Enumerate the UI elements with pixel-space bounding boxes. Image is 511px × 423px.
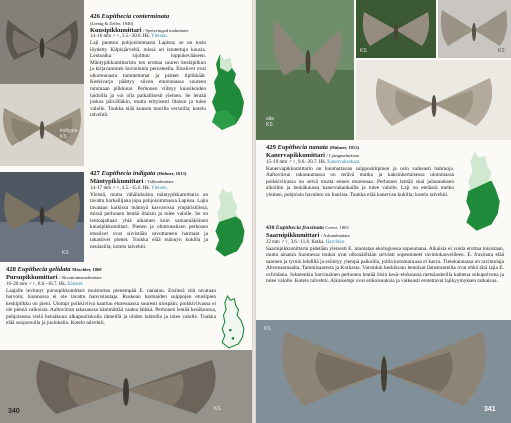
species-heading: 428 Eupithecia gelidata Möschler, 1860 [6,266,102,273]
left-page [0,0,252,423]
photo-label-right-a: alta KS [266,116,275,128]
moth-photo-nanata-d [356,60,511,140]
moth-photo-fraxinata [256,320,511,423]
species-measure: 15–19 mm ♂♀, 9.6.–20.7. Hk. Kanervakankaat. [266,159,361,165]
moth-photo-nanata-c [438,0,511,58]
photo-label-right-bottom: KS [264,326,271,332]
moth-photo-conterminata [0,0,84,84]
species-heading: 427 Eupithecia indigata (Hübner, 1813) [90,170,187,177]
distribution-map-428 [218,294,248,350]
moth-photo-nanata-b [356,0,436,58]
page-number-left: 340 [8,408,20,415]
species-finnish-name: Kanervapikkumittari / Ljungmalmätare [266,152,360,159]
species-measure: 16–20 mm ♂♀, 8.6.–16.7. Hk. Rämeet. [6,281,84,287]
species-heading: 430 Eupithecia fraxinata Crewe, 1863 [266,225,349,231]
species-description: Laajalle levinnyt pursupikkumittari muistuttaa pienempää E. nanatan. Etsilesä sitä tavataan harvoin; luonnossa ei ole tavattu hanvisiantaja. Ruskean harmaiden suippojen etusiipien keskipilkku on pieni. Ulompi poikkiviiva kaartuu etureunassa suuresti ulospäin; poikkiviivassa ei ole pieniä valkoisia. Aaltoviiran takasaussa hämmöttää vaalea läikkä. Perhonen lentää kesäkuussa, pohjoisessa vielä heinäkuun alkupuoliskolla rämeillä ja niiden laidoilla ja tulee valolle. Toukka elää suopursulla ja juolukalla. Kotelo talvehtii. [6,287,216,327]
photo-label-left-bottom: KS [214,406,221,412]
species-measure: 14–16 mm ♂♀, 3.5.–30.6. Hk. Yleinen. [90,34,168,40]
species-entry-428 [6,266,222,327]
species-measure: 14–17 mm ♂♀, 4.5.–15.6. Hk. Yleinen. [90,185,168,191]
right-page [256,0,511,423]
photo-label-right-b: KS [360,48,367,54]
species-description: Laji puuttuu pohjoisimmasta Lapista; se on tosin löydetty Kilpisjärveltä, missä on istutettuja kuusia. Lentoaika sijoittuu loppukevääseen. Mäntypikkumittaristo ten erottaa suuren keskipilkun ja kirjavammen kuvioinnin perusteella. Etusiivet ovat ulkoreunasta tummemmat ja pisteet tiplikkäät. Keskivarjo päättyy siiven etureunassa suureen tummaan pilkkuun. Perhonen viihtyy kuusikoiden laidoilla ja voi olla paikallisesti yleinen. Se lentää joskus päivälläkin, mutta erityisesti iltaisin ja tulee valolle. Toukka elää kuusen morilla versoilla; kotelo talvehtii. [90,40,206,119]
species-entry-429 [266,144,454,198]
species-author: (Lienig & Zeller, 1846) [90,21,134,26]
distribution-map-429 [460,148,506,234]
species-heading: 429 Eupithecia nanata (Hübner, 1813) [266,144,360,151]
species-measure: 22 mm ♂♀, 3.6.–11.8. Kotka. Harvikko. [266,239,346,245]
distribution-map-427 [210,184,250,260]
page-number-right: 341 [484,406,496,413]
distribution-map-426 [206,52,250,132]
moth-photo-indigata [0,84,84,166]
photo-label-indigata: indigata KS [60,128,78,140]
species-heading: 426 Eupithecia conterminata [90,13,170,20]
species-description: Saarnipikkumittarin pidetään yleisesti E. innotatan ekologisena sopeumana. Aikaisia ei voida erottaa toisistaan, mutta ainakin Suomessa toukat ovat ulkonäöltään selvästi sopeutuneet ravintokasveilleen. E. fraxinata elää saarnen ja tyrnin lehdillä ja esiintyy ylempä paikoilla, joilla kotomaruuaa ei kasva. Tietokannassa on ravintolaja Ahvenanmaalta, Tammisaaresta ja Kotkasta. Varsinkin keskikuun lentoisat lämsiranteilta ovat ehkä tätä lajia E. ochridana. Jokseenkin harvinainen perhonen lentää öisin kesä–elokuussa metsäaukeilla kahtena sukupolvena ja tulee valolle. Kotelo talvehtii. Aikaisempi ovat erikoisuuksia ja vaikeasti erotettavat lajikyymyksen ratkaisua. [266,245,504,285]
photo-label-right-c: KS [498,48,505,54]
species-entry-430 [266,224,504,285]
moth-photo-left-middle [0,172,84,262]
species-finnish-name: Pursupikkumittari / Skvattramsmalmätare [6,274,102,281]
species-description: Yleistä, mutta vähälukuista mäntypikkumittaria on tavattu harhailijana jopa pohjoisimmassa Lapissa. Lajia tavataan kaikissa männyä kasvavissa ympäristöissä, missä perhonen lentää iltaisin ja tulee valolle. Se on lentoajaltaan yhtä aikainen kuin samannäköinen kuusipikkumittari. Pienen ja ohutrunsiisen perhosen etusiivet ovat siivistään savuttuneen harmaat ja takasiivet pienet. Toukka elää männyn kukilla ja neulasilla; kotelo talvehtii. [90,191,208,250]
photo-label-left-mid: KS [62,250,69,256]
species-finnish-name: Saarnipikkumittari / Askmalmätare [266,232,350,239]
moth-photo-nanata-a [256,0,354,140]
moth-photo-gelidata [0,350,252,423]
species-description: Kanervapikkumittarin on huomattavan suippositiipinen ja osin vaikeasti hahmoja. Aaltoviirun takasaumassa on terävä mutka ja kaksinkertaisessa ulommassa poikkiviirassa on selvä musta ennen etureunaa. Perhonen lentää sinä juhannuksen aikoihin ja heinäkuussa kanervakankailla ja tulee valolle. Laji on etelässä melko yleinen, pohjoisin havainto on Inarista. Toukka elää kanervan kukilla; kotelo talvehtii. [266,165,454,198]
species-finnish-name: Kuusipikkumittari / Spetsvingad malmätare [90,26,189,34]
species-finnish-name: Mäntypikkumittari / Tallmalmätare [90,178,174,185]
